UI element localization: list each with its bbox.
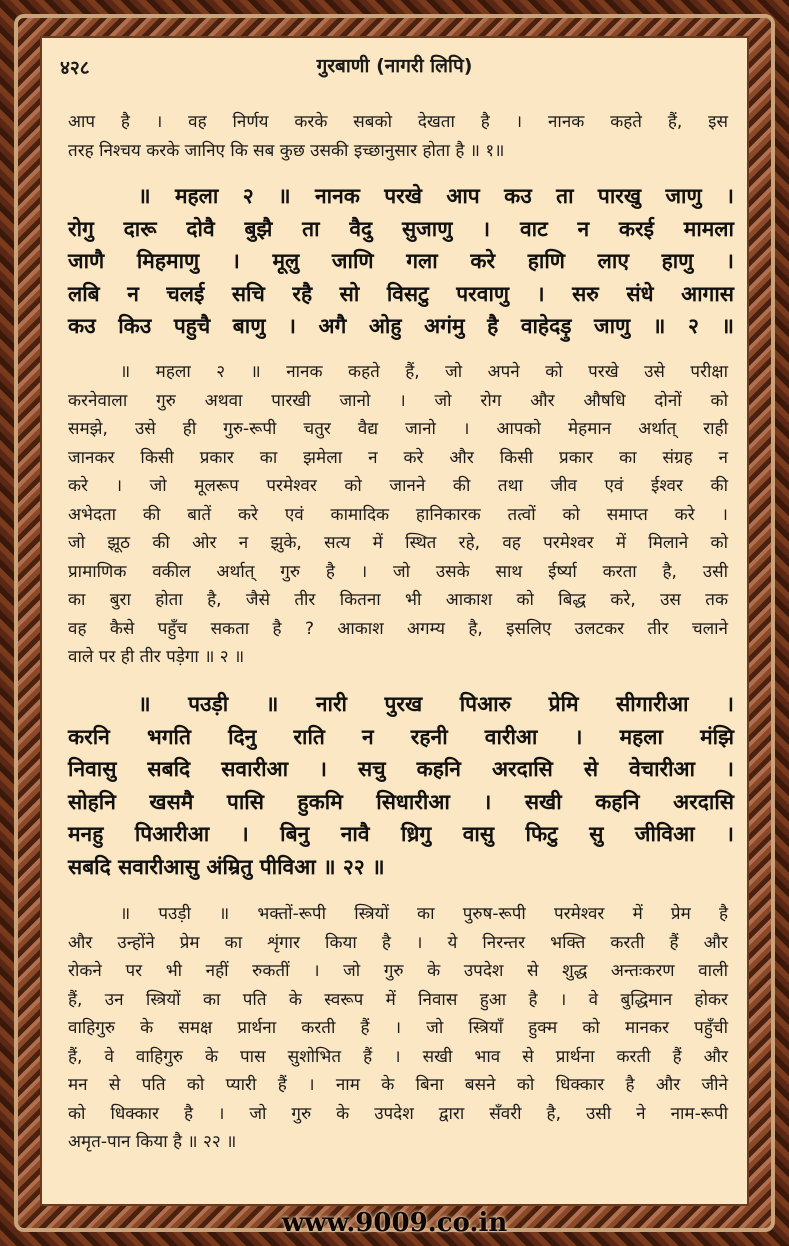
text-line: मन से पति को प्यारी हैं । नाम के बिना बसने को धिक्कार है और जीने	[68, 1075, 728, 1095]
text-line: वह कैसे पहुँच सकता है ? आकाश अगम्य है, इसलिए उलटकर तीर चलाने	[68, 618, 728, 639]
text-line: वाले पर ही तीर पड़ेगा ॥ २ ॥	[68, 647, 245, 667]
text-line: ॥ पउड़ी ॥ भक्तों-रूपी स्त्रियों का पुरुष-रूपी परमेश्वर में प्रेम है	[120, 904, 728, 924]
verse-line: रोगु दारू दोवै बुझै ता वैदु सुजाणु । वाट न करई मामला	[68, 215, 734, 241]
verse-line: कउ किउ पहुचै बाणु । अगै ओहु अगंमु है वाहेदड़ु जाणु ॥ २ ॥	[68, 313, 734, 338]
verse-line: करनि भगति दिनु राति न रहनी वारीआ । महला मंझि	[68, 723, 734, 749]
text-line: करनेवाला गुरु अथवा पारखी जानो । जो रोग और औषधि दोनों को	[68, 390, 728, 411]
text-line: हैं, वे वाहिगुरु के पास सुशोभित हैं । सखी भाव से प्रार्थना करती हैं और	[68, 1046, 728, 1067]
text-line: जो झूठ की ओर न झुके, सत्य में स्थित रहे, वह परमेश्वर में मिलाने को	[68, 533, 728, 553]
text-line: हैं, उन स्त्रियों का पति के स्वरूप में निवास हुआ है । वे बुद्धिमान होकर	[68, 989, 728, 1010]
text-line: अभेदता की बातें करे एवं कामादिक हानिकारक तत्वों को समाप्त करे ।	[68, 504, 728, 525]
page-header	[42, 52, 747, 80]
commentary-mahla-2	[68, 358, 728, 672]
text-line: आप है । वह निर्णय करके सबको देखता है । नानक कहते हैं, इस	[68, 112, 728, 132]
text-line: का बुरा होता है, जैसे तीर कितना भी आकाश को बिद्ध करे, उस तक	[68, 590, 728, 610]
intro-paragraph	[68, 108, 728, 165]
site-watermark: www.9009.co.in	[281, 1208, 508, 1238]
text-line: और उन्होंने प्रेम का शृंगार किया है । ये निरन्तर भक्ति करती हैं और	[68, 932, 728, 953]
text-line: जानकर किसी प्रकार का झमेला न करे और किसी प्रकार का संग्रह न	[68, 447, 728, 468]
verse-pauri	[68, 688, 734, 883]
verse-mahla-2	[68, 180, 734, 343]
text-line: को धिक्कार है । जो गुरु के उपदेश द्वारा सँवरी है, उसी ने नाम-रूपी	[68, 1103, 728, 1124]
verse-line: ॥ महला २ ॥ नानक परखे आप कउ ता पारखु जाणु ।	[138, 183, 734, 208]
page-number: ४२८	[60, 57, 90, 79]
text-line: ॥ महला २ ॥ नानक कहते हैं, जो अपने को परखे उसे परीक्षा	[120, 362, 728, 382]
text-line: प्रामाणिक वकील अर्थात् गुरु है । जो उसके साथ ईर्ष्या करता है, उसी	[68, 561, 728, 582]
verse-line: निवासु सबदि सवारीआ । सचु कहनि अरदासि से वेचारीआ ।	[68, 756, 734, 781]
verse-line: सोहनि खसमै पासि हुकमि सिधारीआ । सखी कहनि अरदासि	[68, 788, 734, 814]
verse-line: जाणै मिहमाणु । मूलु जाणि गला करे हाणि लाए हाणु ।	[68, 248, 734, 273]
verse-line: ॥ पउड़ी ॥ नारी पुरख पिआरु प्रेमि सीगारीआ ।	[138, 691, 734, 716]
commentary-pauri	[68, 900, 728, 1157]
text-line: तरह निश्चय करके जानिए कि सब कुछ उसकी इच्छानुसार होता है ॥ १॥	[68, 140, 505, 161]
text-line: करे । जो मूलरूप परमेश्वर को जानने की तथा जीव एवं ईश्वर की	[68, 476, 728, 496]
text-line: वाहिगुरु के समक्ष प्रार्थना करती हैं । जो स्त्रियाँ हुक्म को मानकर पहुँची	[68, 1018, 728, 1038]
running-title: गुरबाणी (नागरी लिपि)	[316, 55, 473, 77]
text-line: अमृत-पान किया है ॥ २२ ॥	[68, 1132, 237, 1152]
verse-line: सबदि सवारीआसु अंम्रितु पीविआ ॥ २२ ॥	[68, 853, 385, 879]
text-line: रोकने पर भी नहीं रुकतीं । जो गुरु के उपदेश से शुद्ध अन्तःकरण वाली	[68, 961, 728, 981]
verse-line: लबि न चलई सचि रहै सो विसटु परवाणु । सरु संधे आगास	[68, 280, 734, 306]
book-page	[40, 36, 749, 1206]
verse-line: मनहु पिआरीआ । बिनु नावै ध्रिगु वासु फिटु सु जीविआ ।	[68, 821, 734, 846]
text-line: समझे, उसे ही गुरु-रूपी चतुर वैद्य जानो । आपको मेहमान अर्थात् राही	[68, 419, 728, 439]
